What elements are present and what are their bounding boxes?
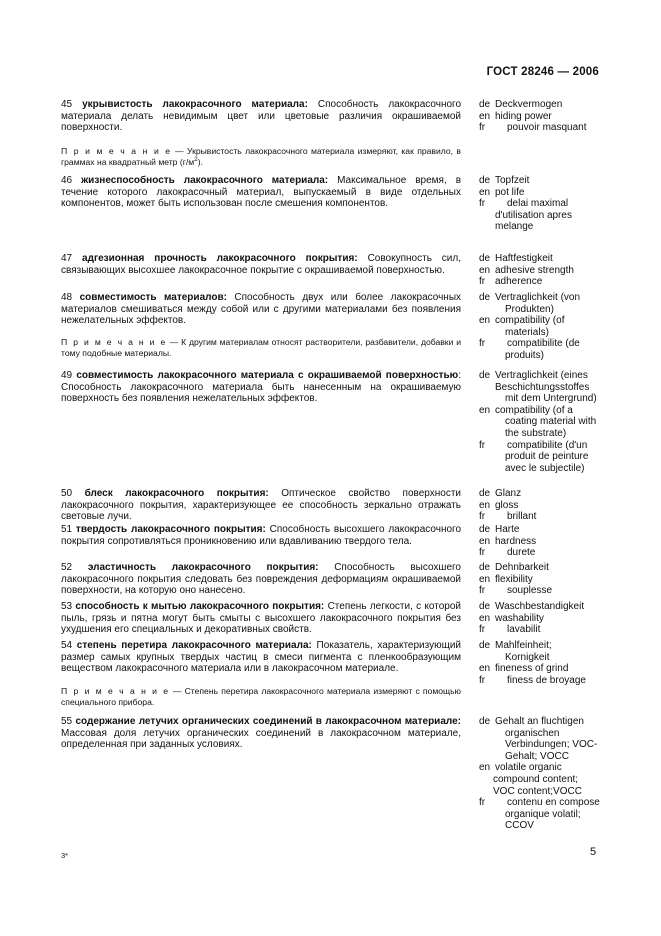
translation-line: Vertraglichkeit (eines	[495, 370, 588, 381]
note-54	[61, 686, 461, 707]
note-48	[61, 337, 461, 358]
page-number: 5	[590, 846, 597, 858]
translation-line: Haftfestigkeit	[495, 253, 553, 264]
term-entry-53	[61, 601, 461, 636]
term-definition: Оптическое свойство поверхности лакокрасочного покрытия, характеризующее ее способность зеркально отражать световые лучи.	[61, 488, 461, 523]
term-number: 45	[61, 99, 73, 110]
translation-line: produit de peinture	[505, 451, 589, 463]
translation-line: CCOV	[505, 820, 534, 832]
translation-line: fr	[479, 511, 486, 523]
term-title: блеск лакокрасочного покрытия:	[84, 488, 269, 499]
translation-line: en	[479, 573, 491, 585]
term-entry-54	[61, 640, 461, 675]
term-number: 53	[61, 601, 73, 612]
translation-line: adhesive strength	[495, 264, 574, 276]
note-text: — К другим материалам относят растворители, разбавители, добавки и тому подобные материалы.	[61, 337, 461, 358]
translation-line: Gehalt; VOCC	[505, 750, 569, 762]
translation-line: en	[479, 264, 491, 276]
translation-line: pouvoir masquant	[507, 122, 587, 134]
translation-line: compatibility (of a	[495, 404, 573, 416]
translation-line: coating material with	[505, 416, 597, 428]
translation-line: organischen	[505, 727, 560, 739]
term-title: совместимость материалов:	[79, 292, 227, 303]
translation-line: Topfzeit	[495, 175, 530, 186]
translation-line: Mahlfeinheit;	[495, 640, 552, 651]
term-number: 47	[61, 253, 73, 264]
translation-line: melange	[495, 221, 534, 233]
translation-line: Gehalt an fluchtigen	[495, 716, 584, 727]
translation-line: en	[479, 110, 491, 122]
term-number: 48	[61, 292, 73, 303]
translation-line: fineness of grind	[495, 663, 569, 675]
term-number: 51	[61, 524, 73, 535]
term-entry-48	[61, 292, 461, 327]
term-number: 54	[61, 640, 73, 651]
translation-line: fr	[479, 674, 486, 686]
term-definition: Способность двух или более лакокрасочных материалов смешиваться между собой или с другими материалами без появления нежелательных эффектов.	[61, 292, 462, 327]
translation-line: durete	[507, 547, 536, 559]
translation-line: de	[479, 370, 491, 381]
translation-line: fr	[479, 439, 486, 451]
translation-line: Kornigkeit	[505, 651, 550, 663]
translation-line: en	[479, 499, 491, 511]
translation-53	[479, 601, 601, 636]
translation-51	[479, 524, 601, 559]
translation-line: souplesse	[507, 585, 553, 597]
translation-line: d'utilisation apres	[495, 209, 572, 221]
translation-line: compound content;	[493, 773, 579, 785]
translation-line: finess de broyage	[507, 674, 586, 686]
term-definition: : Способность лакокрасочного материала быть нанесенным на окрашиваемую поверхность без появления нежелательных эффектов.	[61, 370, 462, 405]
term-title: содержание летучих органических соединений в лакокрасочном материале:	[75, 716, 461, 727]
term-title: жизнеспособность лакокрасочного материала:	[81, 175, 329, 186]
translation-55	[479, 716, 601, 832]
note-label: П р и м е ч а н и е	[61, 146, 172, 156]
term-title: степень перетира лакокрасочного материала:	[76, 640, 312, 651]
translation-line: avec le subjectile)	[505, 462, 585, 474]
translation-line: Waschbestandigkeit	[495, 601, 585, 612]
term-number: 52	[61, 562, 73, 573]
translation-line: washability	[495, 612, 544, 624]
translation-line: fr	[479, 547, 486, 559]
translation-45	[479, 99, 601, 134]
translation-line: lavabilit	[507, 624, 541, 636]
translation-47	[479, 253, 601, 288]
term-definition: Массовая доля летучих органических соединений в лакокрасочном материале, определенная при заданных условиях.	[61, 727, 461, 751]
translation-line: hiding power	[495, 110, 552, 122]
translation-line: de	[479, 640, 491, 651]
translation-line: mit dem Untergrund)	[505, 393, 597, 405]
translation-line: Harte	[495, 524, 520, 535]
term-entry-50	[61, 488, 461, 523]
translation-50	[479, 488, 601, 523]
translation-line: en	[479, 535, 491, 547]
translation-line: hardness	[495, 535, 537, 547]
translation-line: produits)	[505, 349, 544, 361]
translation-line: Deckvermogen	[495, 99, 563, 110]
translation-line: delai maximal	[507, 198, 569, 210]
term-definition: Максимальное время, в течение которого лакокрасочный материал, выпускаемый в виде отдельных компонентов, может быть использован после смешения компонентов.	[61, 175, 462, 210]
term-number: 46	[61, 175, 73, 186]
translation-line: fr	[479, 624, 486, 636]
translation-line: fr	[479, 797, 486, 809]
term-definition: Способность высохшего лакокрасочного покрытия следовать без повреждения деформациям окрашиваемой поверхности, на которую оно нанесено.	[61, 562, 461, 597]
note-text: — Укрывистость лакокрасочного материала измеряют, как правило, в граммах на квадратный метр (г/м	[61, 146, 461, 167]
translation-line: volatile organic	[495, 762, 562, 774]
translation-line: de	[479, 524, 491, 535]
term-title: укрывистость лакокрасочного материала:	[82, 99, 308, 110]
translation-line: adherence	[495, 276, 543, 288]
translation-line: compatibilite (de	[507, 338, 580, 350]
term-number: 50	[61, 488, 73, 499]
translation-line: Verbindungen; VOC-	[505, 739, 598, 751]
translation-line: en	[479, 404, 491, 416]
translation-line: en	[479, 762, 491, 774]
term-number: 49	[61, 370, 73, 381]
term-title: совместимость лакокрасочного материала с окрашиваемой поверхностью	[76, 370, 459, 381]
translation-line: Produkten)	[505, 303, 554, 315]
translation-line: pot life	[495, 186, 525, 198]
translation-line: compatibilite (d'un	[507, 439, 588, 451]
term-title: твердость лакокрасочного покрытия:	[75, 524, 266, 535]
translation-line: en	[479, 612, 491, 624]
translation-48	[479, 292, 601, 362]
translation-line: Beschichtungsstoffes	[495, 381, 590, 393]
term-title: способность к мытью лакокрасочного покрытия:	[75, 601, 325, 612]
translation-line: de	[479, 716, 491, 727]
term-number: 55	[61, 716, 73, 727]
term-entry-51	[61, 524, 461, 547]
footer-left-mark: 3*	[61, 851, 69, 860]
translation-line: flexibility	[495, 573, 533, 585]
translation-line: en	[479, 186, 491, 198]
term-definition: Степень легкости, с которой пыль, грязь и пятна могут быть смыты с высохшего лакокрасочного покрытия без ухудшения его специальных и декоративных свойств.	[61, 601, 461, 636]
translation-line: the substrate)	[505, 427, 567, 439]
term-entry-45	[61, 99, 461, 134]
translation-line: Dehnbarkeit	[495, 562, 549, 573]
translation-line: de	[479, 488, 491, 499]
translation-line: fr	[479, 122, 486, 134]
translation-line: compatibility (of	[495, 315, 565, 327]
translation-line: VOC content;VOCC	[493, 785, 582, 797]
translation-line: en	[479, 663, 491, 675]
term-definition: Способность высохшего лакокрасочного покрытия сопротивляться проникновению или вдавливанию твердого тела.	[61, 524, 462, 547]
translation-46	[479, 175, 601, 233]
translation-line: fr	[479, 198, 486, 210]
translation-line: de	[479, 253, 491, 264]
translation-line: de	[479, 292, 491, 303]
term-title: адгезионная прочность лакокрасочного покрытия:	[82, 253, 358, 264]
term-entry-49	[61, 370, 461, 405]
term-entry-47	[61, 253, 461, 276]
translation-line: contenu en compose	[507, 797, 600, 809]
translation-line: fr	[479, 338, 486, 350]
translation-52	[479, 562, 601, 597]
translation-line: de	[479, 99, 491, 110]
note-label: П р и м е ч а н и е	[61, 337, 167, 347]
note-superscript: 2	[194, 155, 198, 163]
document-header: ГОСТ 28246 — 2006	[486, 66, 599, 78]
translation-line: Glanz	[495, 488, 522, 499]
note-45	[61, 146, 461, 167]
translation-line: de	[479, 601, 491, 612]
term-definition: Показатель, характеризующий размер самых крупных твердых частиц в смеси пигмента с пленкообразующим веществом лакокрасочного материала или в лакокрасочном материале.	[61, 640, 461, 675]
translation-line: de	[479, 175, 491, 186]
translation-line: organique volatil;	[505, 808, 581, 820]
term-definition: Способность лакокрасочного материала делать невидимым цвет или цветовые различия окрашиваемой поверхности.	[61, 99, 462, 134]
translation-line: Vertraglichkeit (von	[495, 292, 581, 303]
term-entry-52	[61, 562, 461, 597]
term-definition: Совокупность сил, связывающих высохшее лакокрасочное покрытие с окрашиваемой поверхностью.	[61, 253, 462, 276]
translation-line: fr	[479, 276, 486, 288]
translation-line: materials)	[505, 326, 549, 338]
translation-line: en	[479, 315, 491, 327]
translation-54	[479, 640, 601, 686]
term-title: эластичность лакокрасочного покрытия:	[87, 562, 319, 573]
translation-49	[479, 370, 601, 474]
note-text-end: ).	[197, 156, 203, 167]
translation-line: brillant	[507, 511, 537, 523]
note-text: — Степень перетира лакокрасочного материала измеряют с помощью специального прибора.	[61, 686, 462, 707]
translation-line: gloss	[495, 499, 519, 511]
translation-line: fr	[479, 585, 486, 597]
note-label: П р и м е ч а н и е	[61, 686, 170, 696]
term-entry-55	[61, 716, 461, 751]
translation-line: de	[479, 562, 491, 573]
term-entry-46	[61, 175, 461, 210]
